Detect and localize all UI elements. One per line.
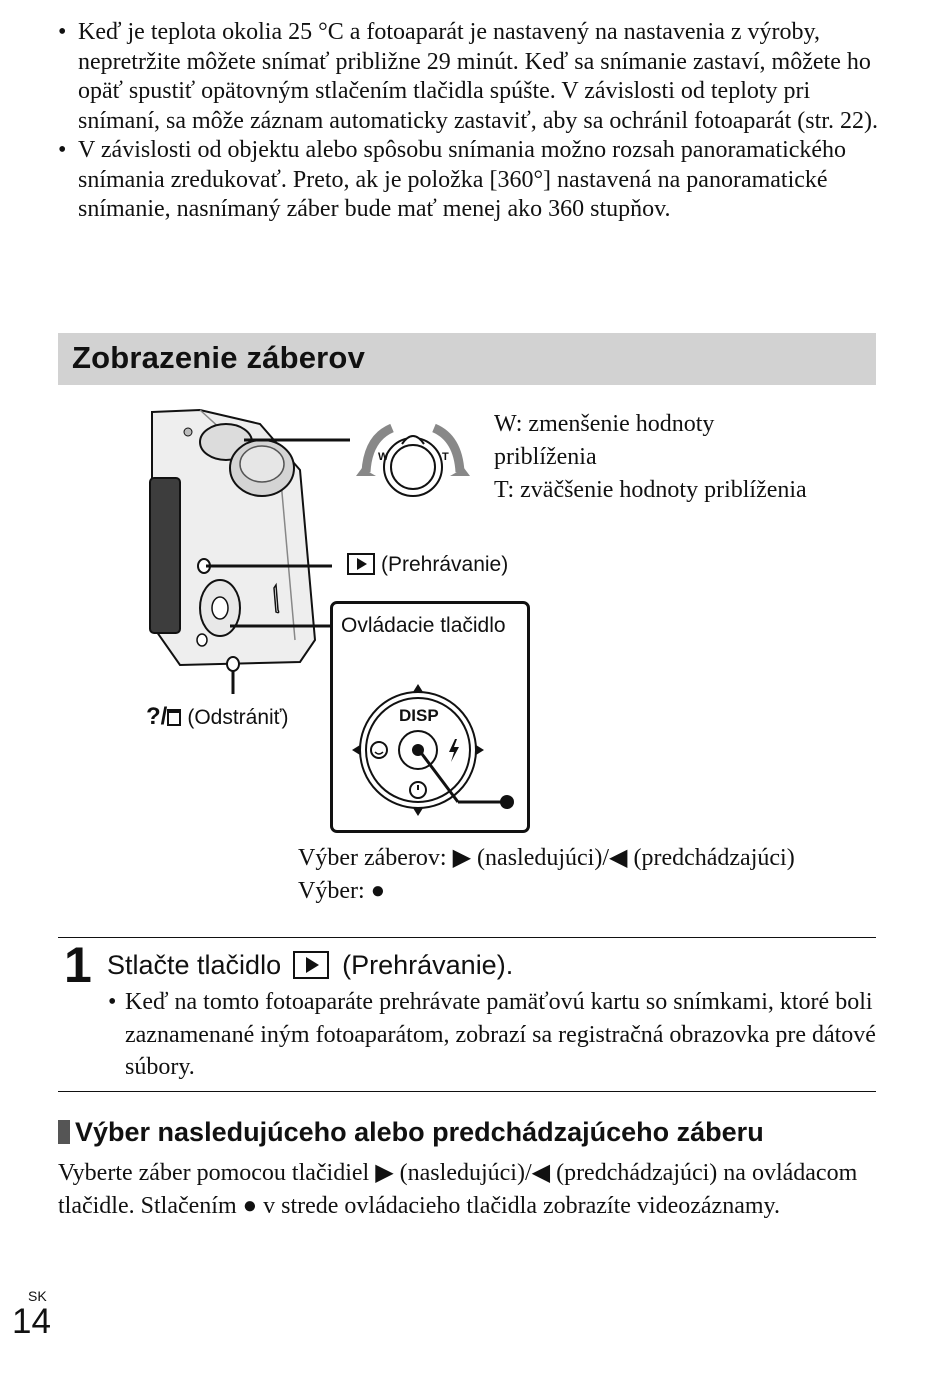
arrow-up-icon <box>413 684 423 692</box>
intro-bullet-1: • Keď je teplota okolia 25 °C a fotoaparát je nastavený na nastavenia z výroby, nepretržite môžete snímať približne 29 minút. Keď sa snímanie zastaví, môžete ho opäť spustiť opätovným stlačením tlačidla spúšte. V závislosti od teploty pri snímaní, sa môže záznam automaticky zastaviť, aby sa ochránil fotoaparát (str. 22). <box>58 18 878 136</box>
caption-line-2: Výber: ● <box>298 878 386 904</box>
step-title: Stlačte tlačidlo (Prehrávanie). <box>107 950 514 980</box>
subsection-text: Vyberte záber pomocou tlačidiel ▶ (nasledujúci)/◀ (predchádzajúci) na ovládacom tlačidle. Stlačením ● v strede ovládacieho tlačidla zobrazíte videozáznamy. <box>58 1160 858 1219</box>
heading-marker-icon <box>58 1120 70 1144</box>
intro-bullet-2: • V závislosti od objektu alebo spôsobu snímania možno rozsah panoramatického snímania zredukovať. Preto, ak je položka [360°] nastavená na panoramatické snímanie, nasnímaný záber bude mať menej ako 360 stupňov. <box>58 136 878 225</box>
center-dot-icon <box>500 795 514 809</box>
zoom-t-text: T: zväčšenie hodnoty priblíženia <box>494 477 807 503</box>
step-bullet: • Keď na tomto fotoaparáte prehrávate pamäťovú kartu so snímkami, ktoré boli zaznamenané iným fotoaparátom, zobrazí sa registračná obrazovka pre dátové súbory. <box>108 986 878 1084</box>
arrow-left-icon <box>352 745 360 755</box>
step-bottom-rule <box>58 1091 876 1092</box>
zoom-w-text: W: zmenšenie hodnoty priblíženia <box>494 411 715 470</box>
section-header <box>58 333 876 385</box>
control-button-label: Ovládacie tlačidlo <box>341 614 506 637</box>
intro-bullet-list <box>58 18 878 225</box>
arrow-down-icon <box>413 808 423 816</box>
lever-w-label: W <box>378 451 389 463</box>
section-title: Zobrazenie záberov <box>72 340 366 375</box>
camera-screen <box>150 478 180 633</box>
disp-label: DISP <box>399 706 439 725</box>
control-button-box <box>330 601 530 833</box>
playback-icon <box>347 553 375 575</box>
delete-button-dot <box>227 657 239 671</box>
caption-line-1: Výber záberov: ▶ (nasledujúci)/◀ (predchádzajúci) <box>298 845 795 871</box>
delete-label: ?/ (Odstrániť) <box>146 703 289 730</box>
lever-t-label: T <box>442 451 449 463</box>
arrow-right-icon <box>476 745 484 755</box>
page-language: SK <box>28 1288 47 1304</box>
trash-icon <box>167 709 181 726</box>
step-number: 1 <box>64 937 92 993</box>
page-number: 14 <box>12 1302 51 1341</box>
step-top-rule <box>58 937 876 938</box>
figure-caption <box>298 842 795 908</box>
playback-icon <box>293 951 329 979</box>
playback-label: (Prehrávanie) <box>347 553 508 577</box>
subsection-heading: Výber nasledujúceho alebo predchádzajúceho záberu <box>58 1117 764 1148</box>
zoom-description <box>494 408 894 507</box>
control-button-icon <box>333 604 527 830</box>
